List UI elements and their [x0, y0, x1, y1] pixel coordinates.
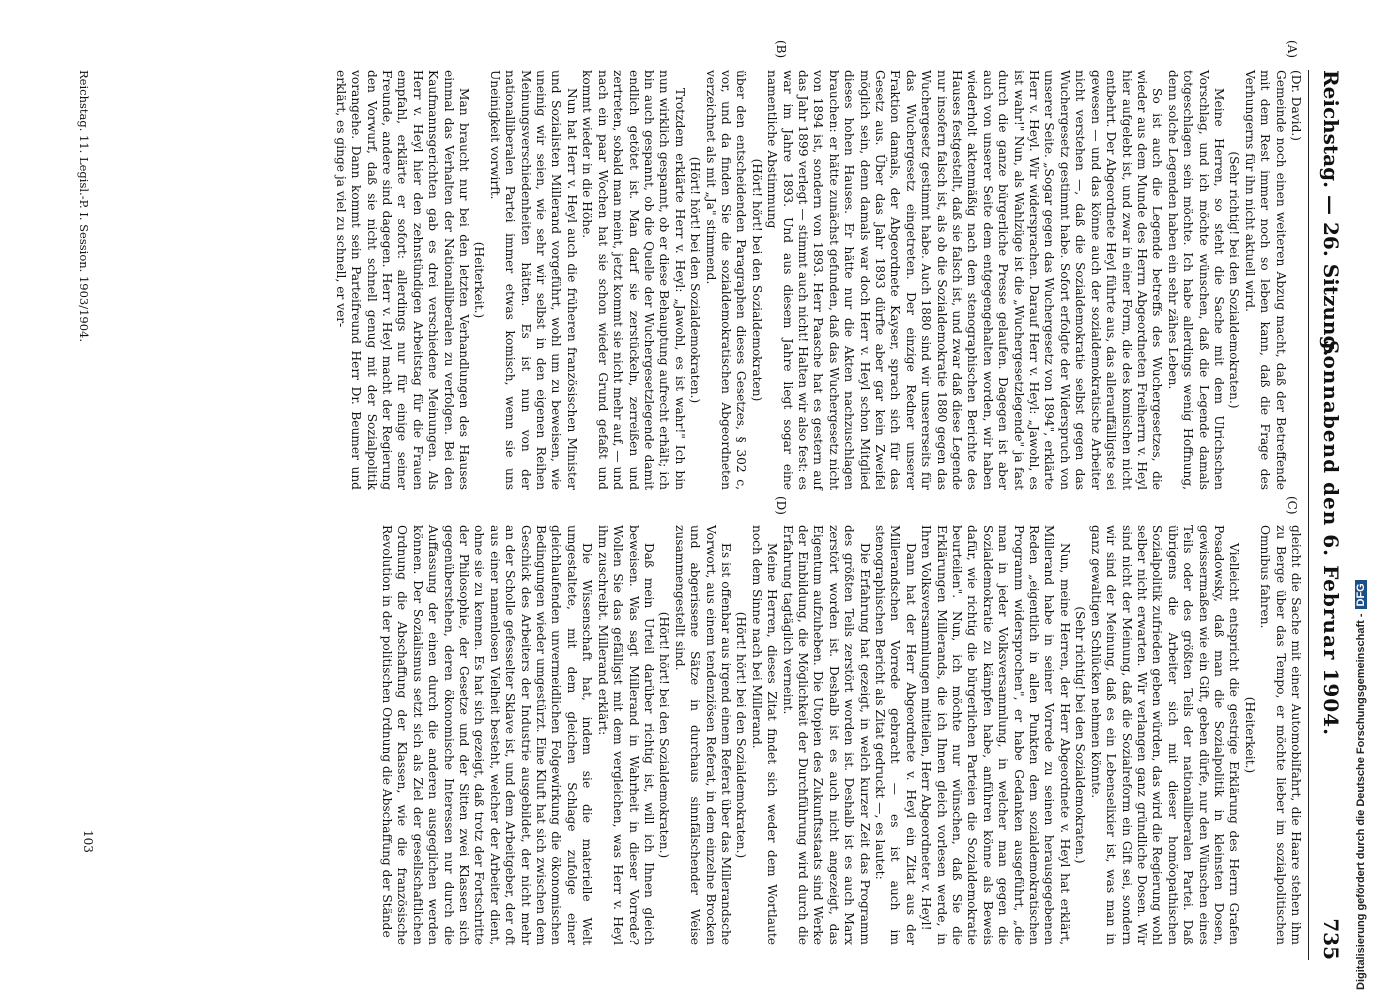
paragraph: über den entscheidenden Paragraphen dieses Gesetzes, § 302 c, vor, und da finden Sie die sozialdemokratischen Abgeordneten verzeichnet als mit „Ja" stimmend. [703, 70, 749, 490]
interjection: (Heiterkeit.) [472, 241, 487, 319]
paragraph: gleicht die Sache mit einer Automobilfahrt, die Haare stehen ihm zu Berge über das Tempo, er möchte lieber im sozialpolitischen Omnibus fahren. [1258, 525, 1303, 945]
dfg-logo: DFG [1355, 580, 1367, 609]
header-left: Reichstag. — 26. Sitzung. [1319, 70, 1343, 357]
text-column-left [332, 70, 1303, 490]
paragraph: Nun, meine Herren, der Herr Abgeordnete v. Heyl hat erklärt, Millerand habe in seiner Vorrede zu seinen herausgegebenen Reden „eigentlich in allen Punkten dem sozialdemokratischen Programm widersprochen", er habe Gedanken ausgeführt, „die man in jeder Volksversammlung, in welcher man gegen die Sozialdemokratie zu kämpfen habe, anführen könne als Beweis dafür, wie richtig die bürgerlichen Parteien die Sozialdemokratie beurteilen". Nun, ich möchte nur wünschen, daß Sie die Erklärungen Millerands, die ich Ihnen gleich vorlesen werde, in Ihren Volksversammlungen mitteilen, Herr Abgeordneter v. Heyl! [919, 525, 1072, 945]
paragraph: Daß mein Urteil darüber richtig ist, will ich Ihnen gleich beweisen. Was sagt Millerand in Wahrheit in dieser Vorrede? Wollen Sie das gefälligst mit dem vergleichen, was Herr v. Heyl ihm zuschreibt. Millerand erklärt: [595, 525, 656, 945]
paragraph: Meine Herren, so steht die Sache mit dem Ulrichschen Vorschlag, und ich möchte wünschen, daß die Legende damals totgeschlagen sein möchte. Ich habe allerdings wenig Hoffnung, denn solche Legenden haben ein sehr zähes Leben. [1165, 70, 1226, 490]
digitization-text: Digitalisierung gefördert durch die Deutsche Forschungsgemeinschaft - [1355, 613, 1367, 990]
margin-marker-b: (B) [774, 40, 788, 59]
margin-marker-d: (D) [774, 496, 788, 515]
footer-session: Reichstag. 11. Legisl.-P. I. Session. 1903/1904. [77, 70, 91, 343]
interjection: (Hört! hört! bei den Sozialdemokraten.) [657, 611, 672, 859]
digitization-note [1355, 580, 1367, 990]
interjection: (Hört! hört! bei den Sozialdemokraten.) [688, 156, 703, 404]
paragraph: Vielleicht entspricht die gestrige Erklärung des Herrn Grafen Posadowsky, daß man die Sozialpolitik in kleinsten Dosen, gewissermaßen wie ein Gift, geben dürfe, nur den Wünschen eines Teils oder des größten Teils der nationalliberalen Partei. Daß übrigens die Arbeiter sich mit dieser homöopathischen Sozialpolitik zufrieden geben würden, das wird die Regierung wohl selber nicht erwarten. Wir verlangen ganz gründliche Dosen. Wir sind nicht der Meinung, daß die Sozialreform ein Gift sei, sondern wir sind der Meinung, daß es ein Lebenselixier ist, was man in ganz gewaltigen Schlücken nehmen könnte. [1088, 525, 1242, 945]
paragraph: Man braucht nur bei den letzten Verhandlungen des Hauses einmal das Verhalten der Nationalliberalen zu verfolgen. Bei den Kaufmannsgerichten gab es drei verschiedene Meinungen. Als Herr v. Heyl hier den zehnstündigen Arbeitstag für die Frauen empfahl, erklärte er sofort: allerdings nur für einige seiner Freunde, andere sind dagegen. Herr v. Heyl macht der Regierung den Vorwurf, daß sie nicht schnell genug mit der Sozialpolitik vorangehe. Dann kommt sein Parteifreund Herr Dr. Beumer und erklärt, es ginge ja viel zu schnell, er ver- [333, 70, 472, 490]
paragraph: Es ist offenbar aus irgend einem Referat über das Millerandsche Vorwort, aus einem tendenziösen Referat, in dem einzelne Brocken und abgerissene Sätze in durchaus sinnfälschender Weise zusammengestellt sind. [672, 525, 733, 945]
quotation: Die Wissenschaft hat, indem sie die materielle Welt umgestaltete, mit dem gleichen Schlage zufolge einer gleichlaufenden unvermeidlichen Folgewirkung die ökonomischen Bedingungen wieder umgestürzt. Eine Kluft hat sich zwischen dem Geschick des Arbeiters der Industrie ausgebildet, der nicht mehr an der Scholle gefesselter Sklave ist, und dem Arbeitgeber, der oft aus einer namenlosen Vielheit besteht, welcher der Arbeiter dient, ohne sie zu kennen. Es hat sich gezeigt, daß trotz der Fortschritte der Philosophie, der Gesetze und der Sitten zwei Klassen sich gegenüberstehen, deren ökonomische Interessen nur durch die Auffassung der einen durch die anderen ausgeglichen werden können. Der Sozialismus setzt sich als Ziel der gesellschaftlichen Ordnung die Abschaffung der Klassen, wie die französische Revolution in der politischen Ordnung die Abschaffung der Stände [380, 525, 595, 945]
paragraph: Gemeinde noch einen weiteren Abzug macht, daß der Betreffende mit dem Rest immer noch so leben kann, daß die Frage des Verhungerns für ihn nicht aktuell wird. [1242, 70, 1288, 490]
paragraph: Meine Herren, dieses Zitat findet sich weder dem Wortlaute noch dem Sinne nach bei Millerand. [749, 525, 780, 945]
header-date: Sonnabend den 6. Februar 1904. [1319, 340, 1343, 737]
interjection: (Sehr richtig! bei den Sozialdemokraten.) [1073, 606, 1088, 864]
paragraph: So ist auch die Legende betreffs des Wuchergesetzes, die wieder aus dem Munde des Herrn Abgeordneten Freiherrn v. Heyl hier aufgelebt ist, und zwar in einer Form, die des komischen nicht entbehrt. Der Abgeordnete Heyl führte aus, das allerauffälligste sei gewesen — und das könne auch der sozialdemokratische Arbeiter nicht verstehen —, daß die Sozialdemokratie selbst gegen das Wuchergesetz gestimmt habe. Sofort erfolgte der Widerspruch von unserer Seite. „Sogar gegen das Wuchergesetz von 1894", erklärte Herr v. Heyl. Wir widersprachen. Darauf Herr v. Heyl: „Jawohl, es ist wahr!" Nun, als Wahlzüge ist die „Wuchergesetzlegende" ja fast durch die ganze bürgerliche Presse gelaufen. Dagegen ist aber auch von unserer Seite dem entgegengehalten worden, wir haben wiederholt aktenmäßig nach dem stenographischen Berichte des Hauses festgestellt, daß sie falsch ist, und zwar daß diese Legende nur insofern falsch ist, als ob die Sozialdemokratie 1880 gegen das Wuchergesetz gestimmt habe. Auch 1880 sind wir unsererseits für das Wuchergesetz eingetreten. Der einzige Redner unserer Fraktion damals, der Abgeordnete Kayser, sprach sich für das Gesetz aus. Über das Jahr 1893 dürfte aber gar kein Zweifel möglich sein, denn damals war doch Herr v. Heyl schon Mitglied dieses hohen Hauses. Er hätte nur die Akten nachzuschlagen brauchen: er hätte zunächst gefunden, daß das Wuchergesetz nicht von 1894 ist, sondern von 1893. Herr Paasche hat es gestern auf das Jahr 1899 verlegt — stimmt auch nicht! Halten wir also fest: es war im Jahre 1893. Und aus diesem Jahre liegt sogar eine namentliche Abstimmung [765, 70, 1165, 490]
speaker-label: (Dr. David.) [1289, 70, 1303, 142]
page-header [1315, 30, 1343, 960]
interjection: (Hört! hört! bei den Sozialdemokraten.) [734, 611, 749, 859]
paragraph: Trotzdem erklärte Herr v. Heyl: „Jawohl, es ist wahr!" Ich bin nun wirklich gespannt, ob er diese Behauptung aufrecht erhält; ich bin auch gespannt, ob die Quelle der Wuchergesetzlegende damit endlich getötet ist. Man darf sie zerstückeln, zerreißen und zertreten, sobald man meint, jetzt kommt sie nicht mehr auf, — und nach ein paar Wochen hat sie schon wieder Grund gefaßt und kommt wieder in die Höhe. [580, 70, 687, 490]
quotation: Die Erfahrung hat gezeigt, in welch kurzer Zeit das Programm des größten Teils zerstört worden ist. Deshalb ist es auch Marx zerstört worden ist. Deshalb ist es auch nicht angezeigt, das Eigentum aufzuheben. Die Utopien des Zukunftsstaats sind Werke der Einbildung, die Möglichkeit der Durchführung wird durch die Erfahrung tagtäglich verneint. [780, 525, 872, 945]
interjection: (Sehr richtig! bei den Sozialdemokraten.) [1227, 151, 1242, 409]
paragraph: Nun hat Herr v. Heyl auch die früheren französischen Minister und Sozialisten Millerand vorgeführt, wohl um zu beweisen, wie uneinig wir seien, wie sehr wir selbst in den eigenen Reihen Meinungsverschiedenheiten hätten. Es ist nun von der nationalliberalen Partei immer etwas komisch, wenn sie uns Uneinigkeit vorwirft. [487, 70, 579, 490]
paragraph: Dann hat der Herr Abgeordnete v. Heyl ein Zitat aus der Millerandschen Vorrede gebracht — es ist auch im stenographischen Bericht als Zitat gedruckt —, es lautet: [873, 525, 918, 945]
header-rule [1308, 70, 1309, 960]
interjection: (Hört! hört! bei den Sozialdemokraten) [749, 158, 764, 402]
footer-sheet-number: 103 [81, 830, 95, 853]
text-column-right [379, 525, 1303, 945]
margin-marker-c: (C) [1285, 496, 1299, 515]
margin-marker-a: (A) [1285, 40, 1299, 59]
interjection: (Heiterkeit.) [1242, 696, 1257, 774]
header-page-number: 735 [1319, 918, 1343, 960]
